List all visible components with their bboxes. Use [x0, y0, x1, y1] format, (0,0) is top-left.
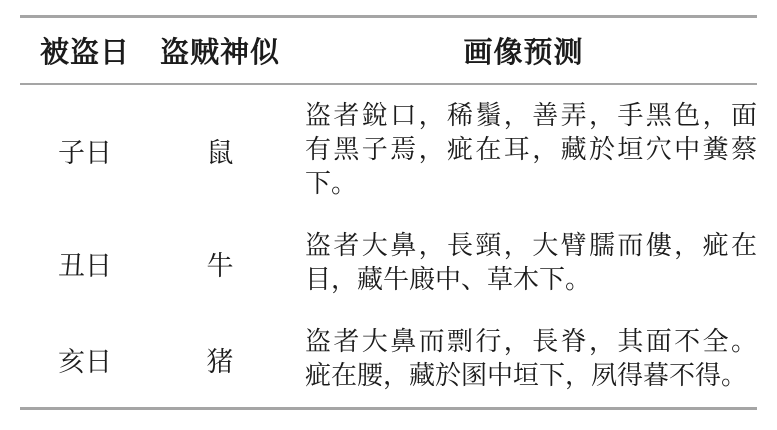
animal-cell: 牛 — [206, 250, 234, 281]
header-portrait-prediction: 画像预测 — [463, 37, 584, 69]
day-cell: 亥日 — [58, 346, 112, 377]
portrait-line: 盗者銳口，稀鬚，善弄，手黑色，面 — [305, 101, 757, 130]
portrait-line: 疵在腰，藏於圂中垣下，夙得暮不得。 — [305, 361, 748, 390]
day-cell: 丑日 — [58, 250, 112, 281]
portrait-cell — [290, 99, 757, 201]
portrait-line: 盗者大鼻，長頸，大臂臑而僂，疵在 — [305, 231, 757, 260]
portrait-line: 盗者大鼻而剽行，長脊，其面不全。 — [305, 327, 757, 356]
day-cell: 子日 — [58, 137, 112, 168]
animal-cell: 鼠 — [206, 137, 234, 168]
table-row — [20, 215, 757, 311]
portrait-line: 目，藏牛廄中、草木下。 — [305, 265, 592, 294]
table-row — [20, 311, 757, 407]
thief-divination-table — [20, 15, 757, 410]
portrait-cell — [290, 325, 757, 393]
header-stolen-day: 被盗日 — [39, 37, 130, 69]
portrait-cell — [290, 229, 757, 297]
header-thief-resemblance: 盗贼神似 — [159, 37, 280, 69]
portrait-line: 下。 — [305, 169, 358, 198]
portrait-line: 有黑子焉，疵在耳，藏於垣穴中糞蔡 — [305, 135, 757, 164]
table-row — [20, 85, 757, 215]
animal-cell: 猪 — [206, 346, 234, 377]
table-header-row — [20, 18, 757, 85]
table-body — [20, 85, 757, 407]
